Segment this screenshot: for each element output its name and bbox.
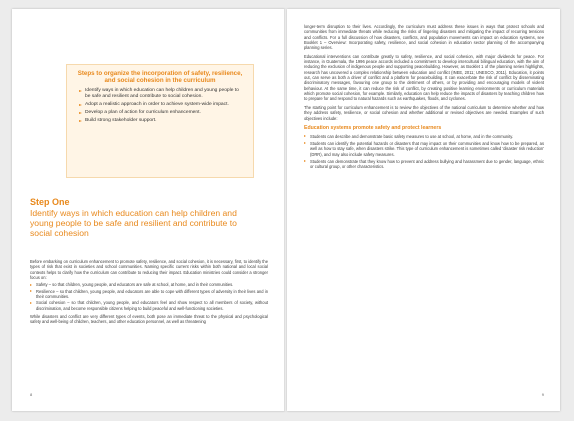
objective-item: Students can demonstrate that they know how to prevent and address bullying and harassment due to gender, language, ethnic or cultural group, or other characteristics. xyxy=(304,159,544,170)
intro-paragraph: Before embarking on curriculum enhancement to promote safety, resilience, and social cohesion, it is necessary, first, to identify the types of risk that exist in societies and school communities. Naming specific current risks within both national and local social contexts helps to clarify how the curriculum can contribute to reducing their impact. Education ministries could consider a stronger focus on: xyxy=(30,259,268,281)
right-body-text xyxy=(304,24,544,172)
step-heading: Identify ways in which education can help children and young people to be safe and resilient and contribute to social cohesion xyxy=(30,208,237,239)
paragraph: longer-term disruption to their lives. Accordingly, the curriculum must address these issues in ways that protect schools and communities from immediate threats while reducing the risks of lingering disasters and mitigating the impact of recurring tensions and conflicts. For a full discussion of how disasters, conflicts, and population movements can impact on education systems, see Booklet 1 – Overview: Incorporating safety, resilience, and social cohesion in education sector planning of the accompanying planning series. xyxy=(304,24,544,51)
objective-item: Students can describe and demonstrate basic safety measures to use at school, at home, and in the community. xyxy=(304,134,544,139)
box-list-item: Identify ways in which education can help children and young people to be safe and resilient and contribute to social cohesion. xyxy=(79,88,245,100)
objectives-list xyxy=(304,134,544,169)
box-list xyxy=(67,88,253,124)
focus-item: Resilience – so that children, young people, and educators are able to cope with different types of adversity in their lives and in their communities. xyxy=(30,289,268,300)
focus-item: Social cohesion – so that children, young people, and educators feel and show respect to all members of society, without discrimination, and become responsible citizens helping to build peaceful and well-functioning societies. xyxy=(30,300,268,311)
left-body-text xyxy=(30,259,268,327)
closing-paragraph: While disasters and conflict are very different types of events, both pose an immediate threat to the physical and psychological safety and well-being of children, teachers, and other education personnel, as well as threatening xyxy=(30,314,268,325)
focus-item: Safety – so that children, young people, and educators are safe at school, at home, and in their communities. xyxy=(30,282,268,287)
step-label: Step One xyxy=(30,197,70,207)
box-list-item: Build strong stakeholder support. xyxy=(79,118,245,124)
box-title: Steps to organize the incorporation of safety, resilience, and social cohesion in the curriculum xyxy=(77,70,243,85)
box-list-item: Adopt a realistic approach in order to achieve system-wide impact. xyxy=(79,102,245,108)
box-list-item: Develop a plan of action for curriculum enhancement. xyxy=(79,110,245,116)
left-page xyxy=(12,9,285,411)
focus-list xyxy=(30,282,268,311)
page-number: 8 xyxy=(30,392,33,397)
steps-summary-box xyxy=(66,64,254,178)
paragraph: The starting point for curriculum enhancement is to review the objectives of the national curriculum to determine whether and how they address safety, resilience, or social cohesion and whether additional or revised objectives are needed. Examples of such objectives include: xyxy=(304,104,544,121)
section-heading: Education systems promote safety and protect learners xyxy=(304,124,442,131)
right-page xyxy=(287,9,560,411)
objective-item: Students can identify the potential hazards or disasters that may impact on their communities and know how to be prepared, as well as how to stay safe, when disasters strike. This type of curriculum enhancement is sometimes called 'disaster risk reduction' (DRR), and may also include safety measures. xyxy=(304,141,544,157)
page-number: 9 xyxy=(541,392,544,397)
paragraph: Educational interventions can contribute greatly to safety, resilience, and social cohesion, with major dividends for peace. For instance, in Guatemala, the 1996 peace accords included a commitment to develop intercultural bilingual education, with the aim of reducing the exclusion of indigenous people and supporting peacebuilding. However, as Booklet 1 of the planning series highlights, research has uncovered a complex relationship between education and conflict (INEE, 2011; UNESCO, 2011). Education, it points out, can serve as both a driver of conflict and a platform for peacebuilding. It can exacerbate the risk of conflict by disseminating discriminatory messages, favouring one group to the detriment of others, or by providing and encouraging models of violent behaviour. At the same time, it can reduce the risk of conflict, by creating positive learning environments or curriculum materials which promote social cohesion, for example. Similarly, education can help reduce the impacts of disasters by teaching children how to prepare for and respond to natural hazards such as earthquakes, floods, and cyclones. xyxy=(304,53,544,102)
